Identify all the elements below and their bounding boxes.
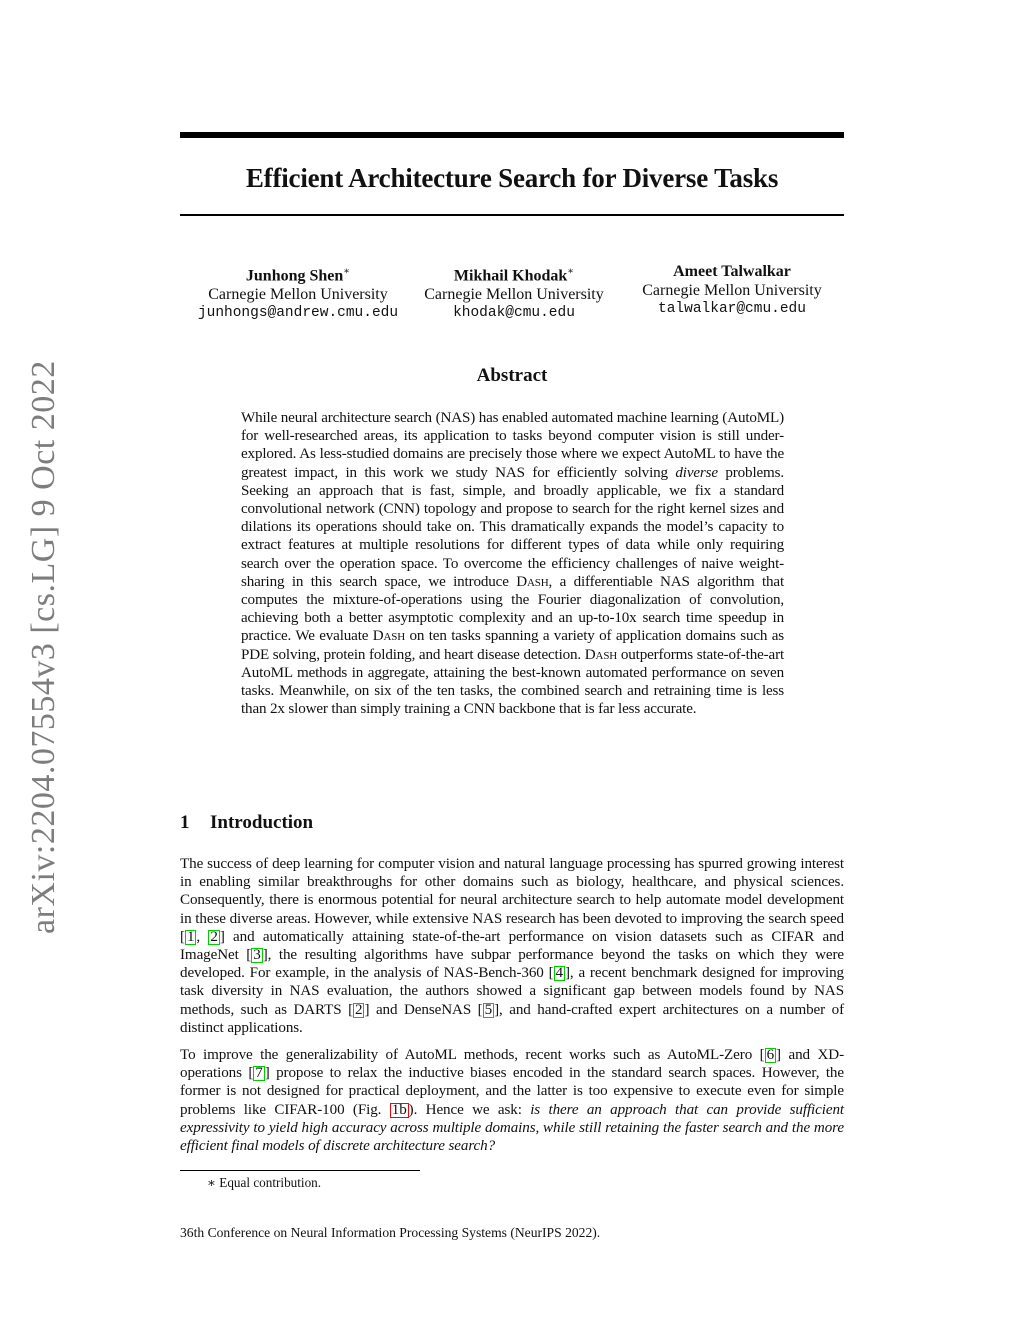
citation-link[interactable]: 6 bbox=[766, 1047, 775, 1063]
footnote-rule bbox=[180, 1170, 420, 1171]
author-name: Ameet Talwalkar bbox=[673, 263, 791, 280]
citation-link[interactable]: 1 bbox=[186, 928, 195, 945]
method-name: Dash bbox=[584, 646, 618, 663]
author-2 bbox=[404, 262, 624, 323]
research-question: is there an approach that can provide sufficient expressivity to yield high accuracy across multiple domains, while still retaining the faster search and the more efficient final models of discrete architecture search? bbox=[180, 1101, 844, 1155]
method-name: Dash bbox=[372, 628, 406, 645]
title-top-rule bbox=[180, 132, 844, 138]
method-name: Dash bbox=[516, 573, 549, 590]
abstract-body: While neural architecture search (NAS) has enabled automated machine learning (AutoML) for well-researched areas, its application to tasks beyond computer vision is still under-explored. As less-studied domains are precisely those where we expect AutoML to have the greatest impact, in this work we study NAS for efficiently solving diverse problems. Seeking an approach that is fast, simple, and broadly applicable, we fix a standard convolutional network (CNN) topology and propose to search for the right kernel sizes and dilations its operations should take on. This dramatically expands the model’s capacity to extract features at multiple resolutions for different types of data while only requiring search over the operation space. To overcome the efficiency challenges of naive weight-sharing in this search space, we introduce Dash, a differentiable NAS algorithm that computes the mixture-of-operations using the Fourier diagonalization of convolution, achieving both a better asymptotic complexity and an up-to-10x search time speedup in practice. We evaluate Dash on ten tasks spanning a variety of application domains such as PDE solving, protein folding, and heart disease detection. Dash outperforms state-of-the-art AutoML methods in aggregate, attaining the best-known automated performance on seven tasks. Meanwhile, on six of the ten tasks, the combined search and retraining time is less than 2x slower than simply training a CNN backbone that is far less accurate. bbox=[241, 410, 785, 718]
intro-paragraph-1: The success of deep learning for computer vision and natural language processing has spurred growing interest in enabling similar breakthroughs for other domains such as biology, healthcare, and physical sciences. Consequently, there is enormous potential for neural architecture search to help automate model development in these diverse areas. However, while extensive NAS research has been devoted to improving the search speed [ 1 , 2 ] and automatically attaining state-of-the-art performance on vision datasets such as CIFAR and ImageNet [ 3 ], the resulting algorithms have subpar performance beyond the tasks on which they were developed. For example, in the analysis of NAS-Bench-360 [ 4 ], a recent benchmark designed for improving task diversity in NAS evaluation, the authors showed a significant gap between models found by NAS methods, such as DARTS [ 2 ] and DenseNAS [ 5 ], and hand-crafted expert architectures on a number of distinct applications. bbox=[180, 856, 844, 1036]
title-bottom-rule bbox=[180, 214, 844, 216]
author-affiliation: Carnegie Mellon University bbox=[208, 286, 388, 304]
author-3 bbox=[622, 262, 842, 319]
venue-line: 36th Conference on Neural Information Processing Systems (NeurIPS 2022). bbox=[180, 1225, 601, 1240]
footnote: ∗ Equal contribution. bbox=[207, 1175, 322, 1190]
figure-reference-link[interactable]: 1b bbox=[391, 1101, 407, 1118]
author-email: khodak@cmu.edu bbox=[453, 305, 575, 322]
section-heading-introduction: 1 Introduction bbox=[180, 812, 314, 833]
author-email: junhongs@andrew.cmu.edu bbox=[197, 305, 399, 322]
citation-link[interactable]: 2 bbox=[355, 1001, 363, 1018]
author-1 bbox=[188, 262, 408, 323]
author-name: Junhong Shen bbox=[245, 267, 344, 285]
citation-link[interactable]: 5 bbox=[484, 1001, 493, 1018]
citation-link[interactable]: 3 bbox=[253, 947, 261, 964]
citation-link[interactable]: 2 bbox=[210, 928, 218, 945]
author-affiliation: Carnegie Mellon University bbox=[424, 286, 604, 304]
citation-link[interactable]: 7 bbox=[255, 1065, 263, 1082]
equal-contribution-mark: ∗ bbox=[567, 266, 575, 277]
abstract-heading: Abstract bbox=[476, 365, 548, 386]
author-name: Mikhail Khodak bbox=[453, 267, 568, 285]
author-email: talwalkar@cmu.edu bbox=[658, 301, 806, 317]
arxiv-identifier: arXiv:2204.07554v3 [cs.LG] 9 Oct 2022 bbox=[25, 360, 62, 934]
citation-link[interactable]: 4 bbox=[555, 965, 563, 982]
author-affiliation: Carnegie Mellon University bbox=[642, 282, 822, 299]
paper-title: Efficient Architecture Search for Diverse Tasks bbox=[245, 163, 779, 193]
intro-paragraph-2: To improve the generalizability of AutoML methods, recent works such as AutoML-Zero [ 6 ] and XD-operations [ 7 ] propose to relax the inductive biases encoded in the standard search spaces. However, the former is not designed for practical deployment, and the latter is too expensive to execute even for simple problems like CIFAR-100 (Fig. 1b ). Hence we ask: is there an approach that can provide sufficient expressivity to yield high accuracy across multiple domains, while still retaining the faster search and the more efficient final models of discrete architecture search? bbox=[180, 1047, 845, 1155]
equal-contribution-mark: ∗ bbox=[343, 266, 351, 277]
